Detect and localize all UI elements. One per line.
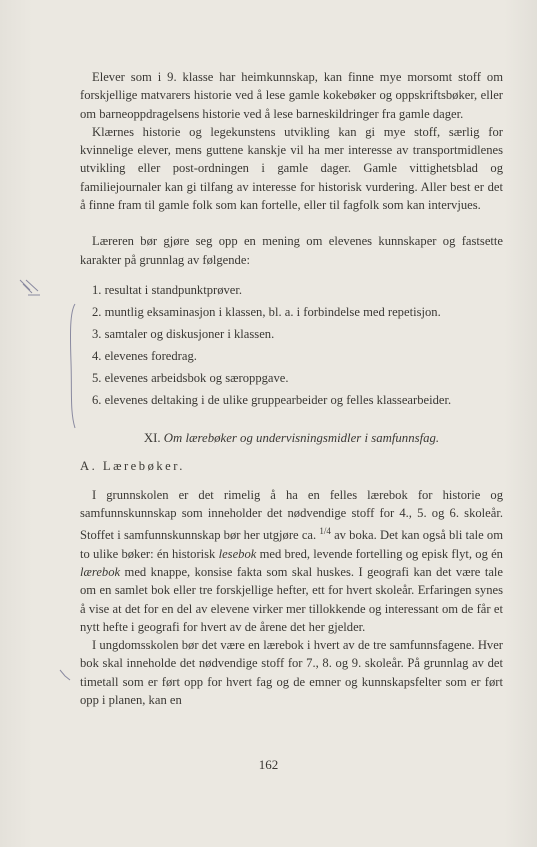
section-title: Om lærebøker og undervisningsmidler i samfunnsfag. [163,430,440,445]
pencil-bracket-mark [67,302,77,430]
list-item: 2. muntlig eksaminasjon i klassen, bl. a. i forbindelse med repetisjon. [92,304,441,319]
paragraph: I grunnskolen er det rimelig å ha en felles lærebok for historie og samfunnskunnskap som inneholder det nødvendige stoff for 4., 5. og 6. skoleår. Stoffet i samfunnskunnskap bør her utgjøre ca. $^{1/4}$ av boka. Det kan også bli tale om to ulike bøker: én historisk lesebok med bred, levende fortelling og episk flyt, og én lærebok med knappe, konsise fakta som skal huskes. I geografi kan det være tale om en samlet bok eller tre forskjellige hefter, ett for hvert skoleår. Erfaringen synes å vise at det for en del av elevene virker mer tillokkende og interessant om de får et nytt hefte i geografi for hvert av de årene det her gjelder. [80,487,503,634]
list-item: 1. resultat i standpunktprøver. [92,282,243,297]
section-heading [80,429,503,447]
list-item: 4. elevenes foredrag. [92,348,197,363]
list-item: 3. samtaler og diskusjoner i klassen. [92,326,275,341]
list-item: 5. elevenes arbeidsbok og særoppgave. [92,370,289,385]
body-text [80,68,503,709]
paragraph: Elever som i 9. klasse har heimkunnskap, kan finne mye morsomt stoff om forskjellige matvarers historie ved å lese gamle kokebøker og oppskriftsbøker, eller om barneoppdragelsens historie ved å lese barneskildringer fra gamle dager. [80,70,503,121]
pencil-arrow-mark [18,278,44,298]
fraction: 1/4 [319,526,331,537]
grading-list [80,279,503,411]
paragraph: I ungdomsskolen bør det være en lærebok i hvert av de tre samfunnsfagene. Hver bok skal inneholde det nødvendige stoff for 7., 8. og 9. skoleår. På grunnlag av det timetall som er ført opp for hvert fag og de emner og kunnskapsfelter som er ført opp i planen, kan en [80,638,503,708]
page-number: 162 [258,757,279,772]
list-item: 6. elevenes deltaking i de ulike gruppearbeider og felles klassearbeider. [92,392,452,407]
paragraph: Læreren bør gjøre seg opp en mening om elevenes kunnskaper og fastsette karakter på grunnlag av følgende: [80,234,503,267]
pencil-tick-mark [58,668,72,682]
section-number: XI. [143,430,161,445]
subsection-heading: A. Lærebøker. [80,459,185,474]
paragraph: Klærnes historie og legekunstens utvikling kan gi mye stoff, særlig for kvinnelige elever, mens guttene kanskje vil ha mer interesse av transportmidlenes utvikling eller post-ordningen i gamle dager. Gamle vittighetsblad og familiejournaler kan gi tilfang av interesse for historisk vurdering. Aller best er det å finne fram til gamle folk som kan fortelle, eller til fagfolk som kan intervjues. [80,124,503,213]
